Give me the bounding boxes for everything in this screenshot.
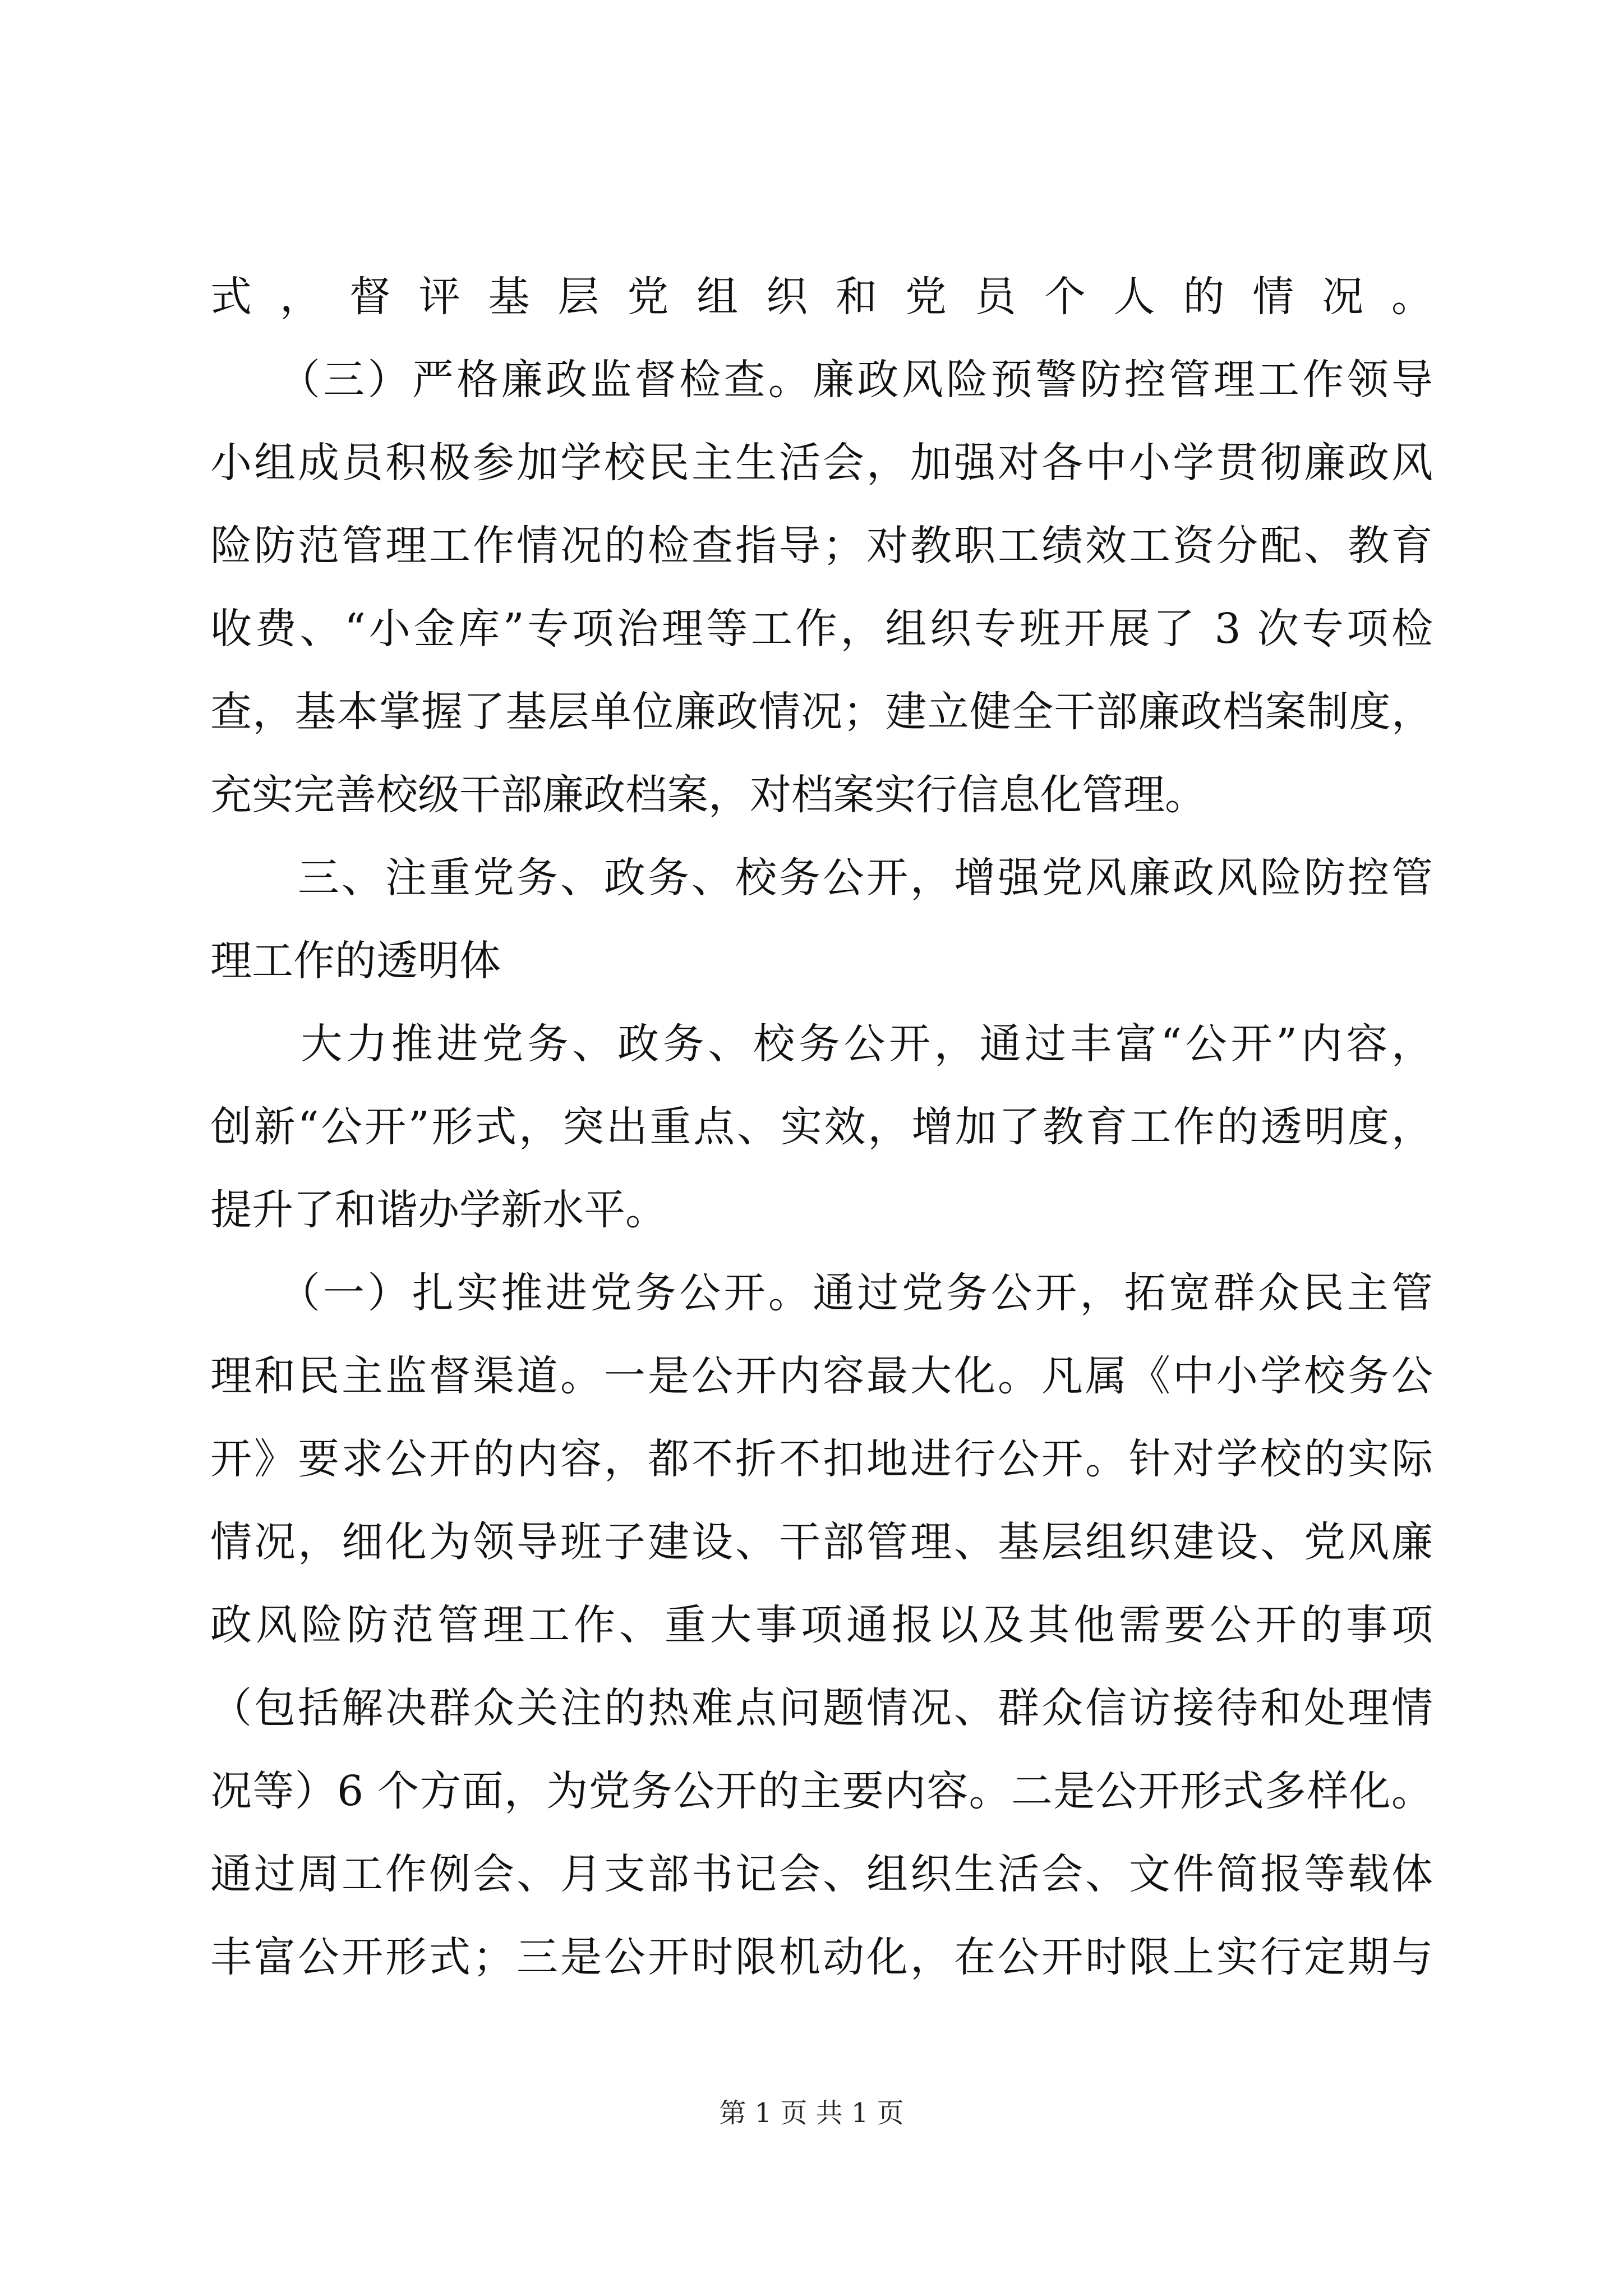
text-line: （一）扎实推进党务公开。通过党务公开，拓宽群众民主管 [210,1269,1433,1317]
text-line: 小组成员积极参加学校民主生活会，加强对各中小学贯彻廉政风 [210,439,1433,487]
text-line: 况等）6 个方面，为党务公开的主要内容。二是公开形式多样化。 [210,1767,1433,1815]
section-heading-line: 三、注重党务、政务、校务公开，增强党风廉政风险防控管 [210,854,1433,902]
text-line: 开》要求公开的内容，都不折不扣地进行公开。针对学校的实际 [210,1435,1433,1483]
text-line: 政风险防范管理工作、重大事项通报以及其他需要公开的事项 [210,1601,1433,1649]
section-heading-line: 理工作的透明体 [210,937,501,985]
text-line: 丰富公开形式；三是公开时限机动化，在公开时限上实行定期与 [210,1933,1433,1981]
text-line: 收费、“小金库”专项治理等工作，组织专班开展了 3 次专项检 [210,605,1433,653]
text-line: 创新“公开”形式，突出重点、实效，增加了教育工作的透明度， [210,1103,1433,1151]
text-line: 情况，细化为领导班子建设、干部管理、基层组织建设、党风廉 [210,1518,1433,1566]
text-line: 通过周工作例会、月支部书记会、组织生活会、文件简报等载体 [210,1850,1433,1898]
text-line: 提升了和谐办学新水平。 [210,1186,667,1234]
text-line: 式，督评基层党组织和党员个人的情况。 [210,273,1433,321]
text-line: 险防范管理工作情况的检查指导；对教职工绩效工资分配、教育 [210,522,1433,570]
page-footer: 第 1 页 共 1 页 [719,2097,904,2129]
text-line: （三）严格廉政监督检查。廉政风险预警防控管理工作领导 [210,356,1433,404]
text-line: 大力推进党务、政务、校务公开，通过丰富“公开”内容， [210,1020,1433,1068]
text-line: （包括解决群众关注的热难点问题情况、群众信访接待和处理情 [210,1684,1433,1732]
text-line: 充实完善校级干部廉政档案，对档案实行信息化管理。 [210,771,1206,819]
text-line: 查，基本掌握了基层单位廉政情况；建立健全干部廉政档案制度， [210,688,1433,736]
text-line: 理和民主监督渠道。一是公开内容最大化。凡属《中小学校务公 [210,1352,1433,1400]
document-body [210,255,1433,1999]
